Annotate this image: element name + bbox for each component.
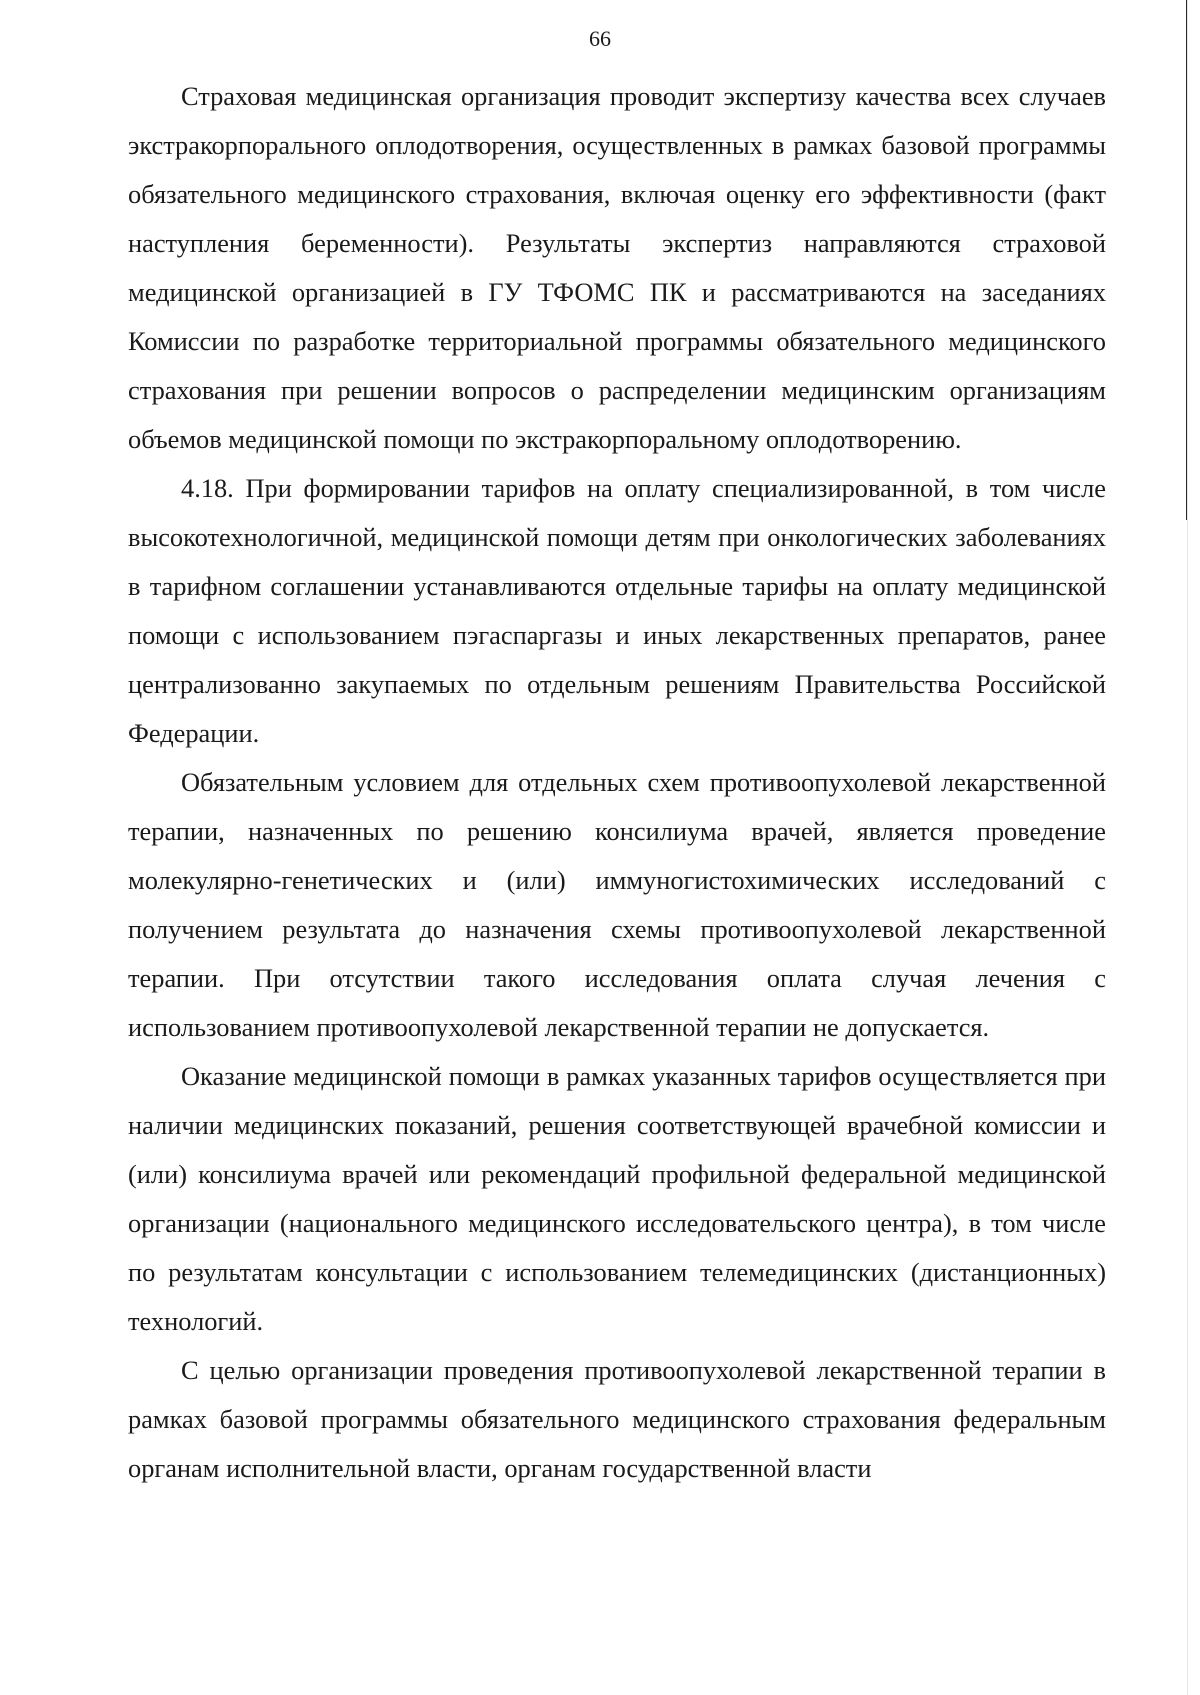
paragraph-mandatory-condition: Обязательным условием для отдельных схем противоопухолевой лекарственной терапии, назначенных по решению консилиума врачей, является проведение молекулярно-генетических и (или) иммуногистохимических исследований с получением результата до назначения схемы противоопухолевой лекарственной терапии. При отсутствии такого исследования оплата случая лечения с использованием противоопухолевой лекарственной терапии не допускается. — [128, 767, 1106, 1042]
paragraph-4-18-tariffs: 4.18. При формировании тарифов на оплату специализированной, в том числе высокотехнологичной, медицинской помощи детям при онкологических заболеваниях в тарифном соглашении устанавливаются отдельные тарифы на оплату медицинской помощи с использованием пэгаспаргазы и иных лекарственных препаратов, ранее централизованно закупаемых по отдельным решениям Правительства Российской Федерации. — [128, 473, 1106, 748]
document-body — [128, 72, 1106, 1493]
paragraph-care-provision: Оказание медицинской помощи в рамках указанных тарифов осуществляется при наличии медицинских показаний, решения соответствующей врачебной комиссии и (или) консилиума врачей или рекомендаций профильной федеральной медицинской организации (национального медицинского исследовательского центра), в том числе по результатам консультации с использованием телемедицинских (дистанционных) технологий. — [128, 1061, 1106, 1336]
paragraph-ivf-expertise: Страховая медицинская организация проводит экспертизу качества всех случаев экстракорпорального оплодотворения, осуществленных в рамках базовой программы обязательного медицинского страхования, включая оценку его эффективности (факт наступления беременности). Результаты экспертиз направляются страховой медицинской организацией в ГУ ТФОМС ПК и рассматриваются на заседаниях Комиссии по разработке территориальной программы обязательного медицинского страхования при решении вопросов о распределении медицинским организациям объемов медицинской помощи по экстракорпоральному оплодотворению. — [128, 81, 1106, 454]
page-number: 66 — [589, 26, 611, 51]
scan-edge-shadow — [1187, 0, 1188, 1695]
paragraph-organization-purpose: С целью организации проведения противоопухолевой лекарственной терапии в рамках базовой программы обязательного медицинского страхования федеральным органам исполнительной власти, органам государственной власти — [128, 1355, 1106, 1483]
